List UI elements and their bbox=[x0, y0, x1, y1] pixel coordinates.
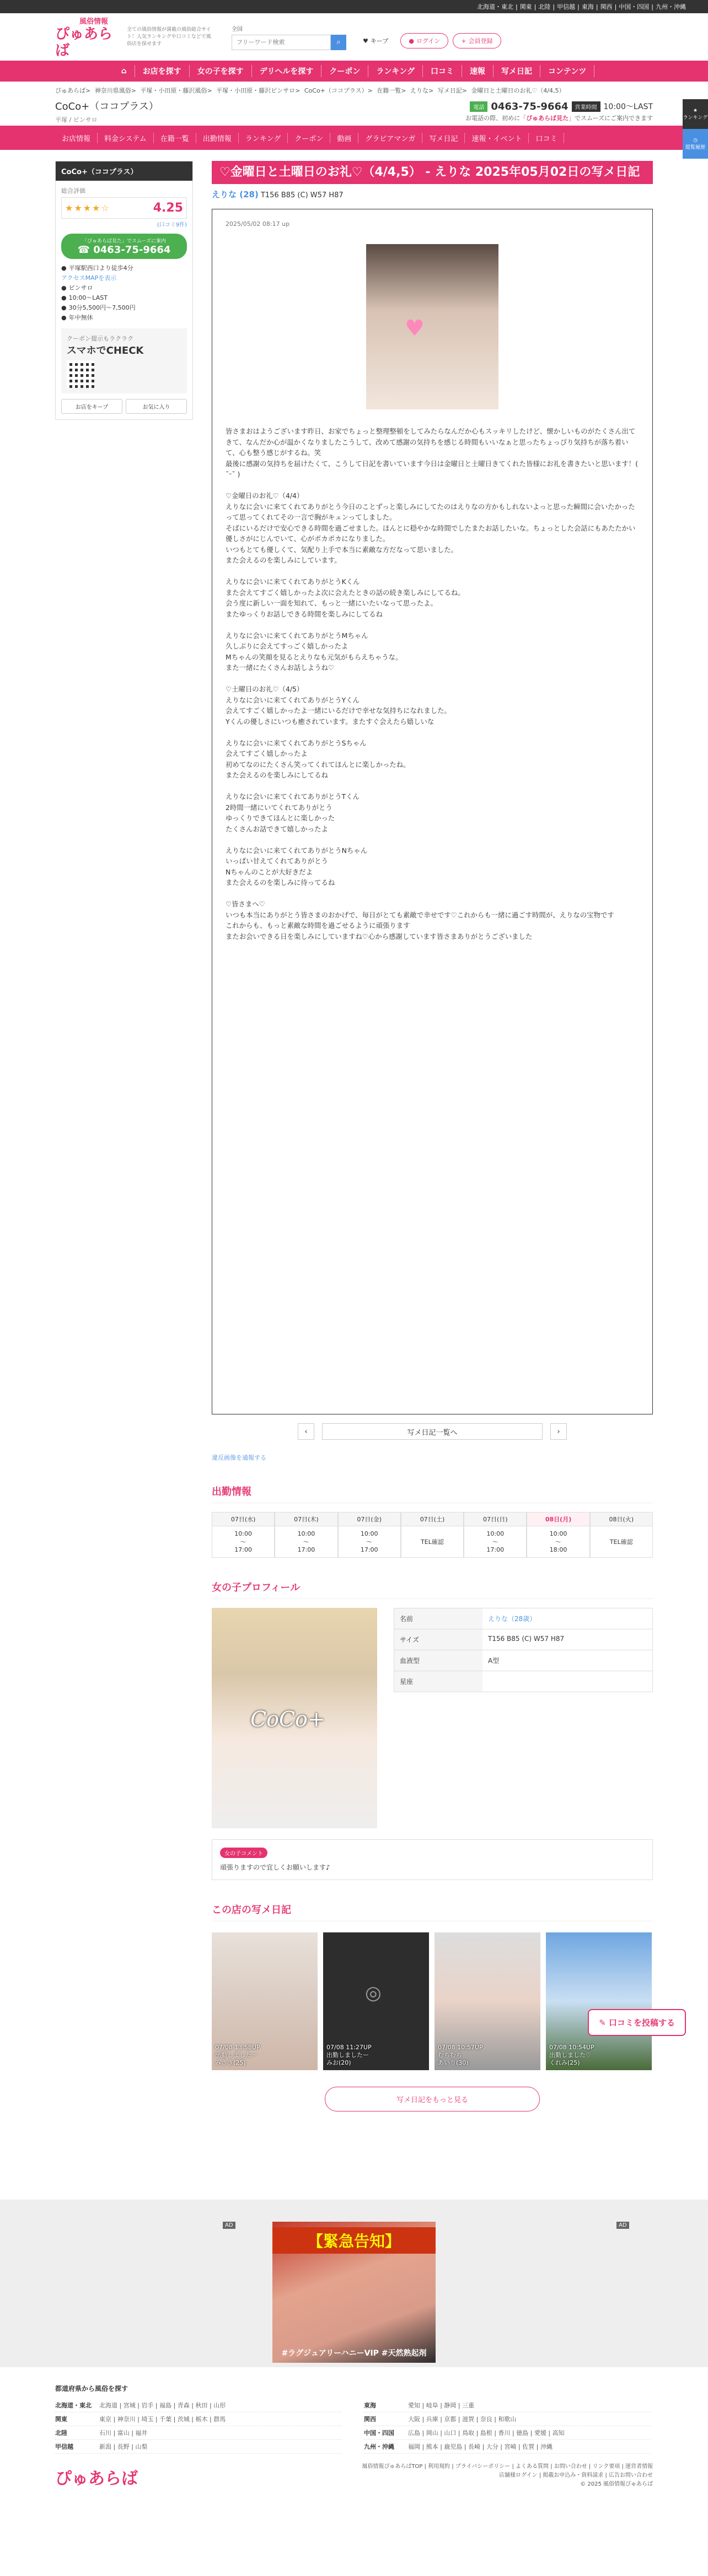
home-icon[interactable]: ⌂ bbox=[114, 65, 135, 77]
subnav-item[interactable]: 在籍一覧 bbox=[154, 133, 196, 143]
search-input[interactable] bbox=[232, 35, 331, 50]
stars-icon: ★★★★☆ bbox=[65, 203, 110, 213]
profile-row: サイズ T156 B85 (C) W57 H87 bbox=[394, 1629, 653, 1650]
subnav-item[interactable]: グラビアマンガ bbox=[358, 133, 422, 143]
user-icon: ● bbox=[409, 37, 414, 45]
heart-icon: ♥ bbox=[363, 37, 368, 45]
schedule-title: 出勤情報 bbox=[212, 1484, 653, 1503]
breadcrumb-item[interactable]: 神奈川県風俗 bbox=[94, 87, 131, 94]
girl-comment bbox=[212, 1839, 653, 1880]
footer-title: 都道府県から風俗を探す bbox=[55, 2385, 128, 2393]
schedule-day: 07日(日) 10:00 〜 17:00 bbox=[464, 1512, 527, 1558]
shop-logo-watermark: CoCo+ bbox=[250, 1707, 325, 1731]
diary-list-button[interactable]: 写メ日記一覧へ bbox=[322, 1423, 543, 1440]
prev-post-button[interactable]: ‹ bbox=[298, 1423, 314, 1440]
subnav-item[interactable]: お店情報 bbox=[55, 133, 98, 143]
footer-region-row: 北陸 石川 | 富山 | 福井 bbox=[55, 2426, 342, 2440]
sidebar-tel-button[interactable]: 「ぴゅあらば見た」でスムーズに案内 ☎ 0463-75-9664 bbox=[61, 234, 187, 259]
clock-icon: ● bbox=[61, 294, 67, 301]
shop-bar bbox=[0, 97, 708, 126]
profile-title: 女の子プロフィール bbox=[212, 1580, 653, 1599]
breadcrumb: ぴゅあらば> 神奈川県風俗> 平塚・小田原・藤沢風俗> 平塚・小田原・藤沢ピンサロ> CoCo+（ココプラス）> 在籍一覧> えりな> 写メ日記> 金曜日と土曜日のお礼♡（4/4,5） bbox=[55, 87, 565, 94]
footer-logo[interactable]: ぴゅあらば bbox=[55, 2469, 138, 2488]
subnav-item[interactable]: クーポン bbox=[288, 133, 330, 143]
subnav-item[interactable]: 出勤情報 bbox=[196, 133, 239, 143]
breadcrumb-item[interactable]: ぴゅあらば bbox=[55, 87, 85, 94]
breadcrumb-item[interactable]: CoCo+（ココプラス） bbox=[304, 87, 368, 94]
nav-item[interactable]: コンテンツ bbox=[540, 65, 594, 77]
shop-subnav bbox=[0, 126, 708, 150]
site-header bbox=[0, 13, 708, 61]
photos-title: この店の写メ日記 bbox=[212, 1902, 653, 1921]
nav-item[interactable]: 速報 bbox=[462, 65, 494, 77]
top-region-strip: 北海道・東北 | 関東 | 北陸 | 甲信越 | 東海 | 関西 | 中国・四国 | 九州・沖縄 bbox=[0, 0, 708, 13]
calendar-icon: ● bbox=[61, 314, 67, 321]
region-link[interactable]: 関西 bbox=[600, 3, 613, 10]
rating-label: 総合評価 bbox=[61, 187, 85, 195]
next-post-button[interactable]: › bbox=[550, 1423, 567, 1440]
nav-item[interactable]: 女の子を探す bbox=[190, 65, 252, 77]
profile-section bbox=[212, 1608, 653, 1828]
shop-fav-button[interactable]: お気に入り bbox=[126, 399, 187, 414]
breadcrumb-item[interactable]: 平塚・小田原・藤沢風俗 bbox=[140, 87, 207, 94]
comment-text: 頑張りますので宜しくお願いします♪ bbox=[220, 1864, 330, 1871]
camera-icon: ◎ bbox=[365, 1982, 382, 2004]
schedule-table bbox=[212, 1512, 653, 1558]
register-button[interactable]: + 会員登録 bbox=[453, 33, 501, 48]
review-count[interactable]: (口コミ9件) bbox=[157, 222, 187, 228]
region-link[interactable]: 北陸 bbox=[538, 3, 551, 10]
profile-row: 星座 bbox=[394, 1671, 653, 1692]
tag-icon: ● bbox=[61, 284, 67, 291]
subnav-item[interactable]: 写メ日記 bbox=[422, 133, 465, 143]
access-map-link[interactable]: アクセスMAPを表示 bbox=[61, 274, 117, 282]
sidebar-shop-name: CoCo+（ココプラス） bbox=[56, 161, 192, 181]
schedule-day: 08日(月) 10:00 〜 18:00 bbox=[527, 1512, 589, 1558]
nav-item[interactable]: ランキング bbox=[368, 65, 423, 77]
left-sidebar bbox=[55, 161, 193, 2111]
search-area bbox=[232, 24, 346, 50]
author-name-link[interactable]: えりな (28) bbox=[212, 190, 259, 199]
keep-button[interactable]: ♥ キープ bbox=[363, 37, 389, 45]
ad-label: AD bbox=[616, 2222, 629, 2229]
post-box bbox=[212, 209, 653, 1414]
region-link[interactable]: 九州・沖縄 bbox=[656, 3, 686, 10]
subnav-item[interactable]: 料金システム bbox=[98, 133, 154, 143]
post-author bbox=[212, 188, 653, 200]
footer-region-row: 関西 大阪 | 兵庫 | 京都 | 滋賀 | 奈良 | 和歌山 bbox=[364, 2412, 651, 2426]
login-button[interactable]: ● ログイン bbox=[400, 33, 448, 48]
schedule-day: 07日(水) 10:00 〜 17:00 bbox=[212, 1512, 275, 1558]
shop-info: ● 平塚駅西口より徒歩4分 アクセスMAPを表示 ● ピンサロ ● 10:00〜LAST ● 30分5,500円〜7,500円 ● 年中無休 bbox=[61, 263, 187, 323]
shop-name: CoCo+（ココプラス） bbox=[55, 101, 159, 112]
profile-row: 名前 えりな（28歳） bbox=[394, 1608, 653, 1629]
region-link[interactable]: 甲信越 bbox=[557, 3, 576, 10]
footer bbox=[0, 2367, 708, 2489]
comment-label: 女の子コメント bbox=[220, 1848, 267, 1858]
heart-sticker-icon: ♥ bbox=[405, 316, 425, 341]
rating-value: 4.25 bbox=[153, 201, 183, 215]
breadcrumb-item[interactable]: えりな bbox=[410, 87, 429, 94]
nav-item[interactable]: お店を探す bbox=[135, 65, 190, 77]
ad-banner-area bbox=[0, 2200, 708, 2367]
nav-item[interactable]: クーポン bbox=[321, 65, 368, 77]
footer-links-2[interactable]: 店舗様ログイン | 掲載お申込み・資料請求 | 広告お問い合わせ bbox=[499, 2472, 653, 2478]
photo-card[interactable]: 07/08 10:54UP 出勤しました♡ くれみ(25) bbox=[546, 1932, 652, 2070]
phone-icon: ☎ bbox=[77, 244, 94, 256]
schedule-day: 07日(土) TEL確認 bbox=[401, 1512, 464, 1558]
photo-list bbox=[212, 1932, 653, 2070]
yen-icon: ● bbox=[61, 304, 67, 311]
plus-icon: + bbox=[461, 37, 466, 45]
qr-code-icon bbox=[67, 360, 94, 388]
post-review-button[interactable]: ✎ 口コミを投稿する bbox=[588, 2009, 686, 2036]
hours-tag: 営業時間 bbox=[572, 101, 600, 112]
region-link[interactable]: 北海道・東北 bbox=[476, 3, 513, 10]
qr-box: クーポン提示もラクラク スマホでCHECK bbox=[61, 328, 187, 393]
subnav-item[interactable]: 動画 bbox=[330, 133, 358, 143]
footer-region-row: 九州・沖縄 福岡 | 熊本 | 鹿児島 | 長崎 | 大分 | 宮崎 | 佐賀 | 沖縄 bbox=[364, 2440, 651, 2454]
footer-region-row: 北海道・東北 北海道 | 宮城 | 岩手 | 福島 | 青森 | 秋田 | 山形 bbox=[55, 2399, 342, 2412]
main-container bbox=[0, 161, 708, 2111]
breadcrumb-item[interactable]: 在籍一覧 bbox=[377, 87, 401, 94]
photo-card[interactable]: ◎ 07/08 11:27UP 出勤しましたー みお(20) bbox=[323, 1932, 429, 2070]
ad-banner[interactable]: 【緊急告知】 #ラグジュアリーハニーVIP #天然熟起剤 bbox=[272, 2222, 436, 2363]
subnav-item[interactable]: 速報・イベント bbox=[465, 133, 529, 143]
tagline: 全ての風俗情報が満載の風俗総合サイト！人気ランキングや口コミなどで風俗店を探せます bbox=[127, 26, 211, 47]
side-float bbox=[683, 99, 708, 159]
region-link[interactable]: 東海 bbox=[581, 3, 594, 10]
footer-region-row: 甲信越 新潟 | 長野 | 山梨 bbox=[55, 2440, 342, 2454]
footer-region-row: 東海 愛知 | 岐阜 | 静岡 | 三重 bbox=[364, 2399, 651, 2412]
shop-call-message: お電話の際、初めに「ぴゅあらば見た」でスムーズにご案内できます bbox=[465, 114, 653, 122]
site-logo[interactable] bbox=[55, 15, 116, 59]
chat-icon: ✎ bbox=[599, 2018, 609, 2028]
shop-keep-button[interactable]: お店をキープ bbox=[61, 399, 122, 414]
clock-icon: ◷ bbox=[693, 137, 698, 143]
copyright: © 2025 風俗情報ぴゅあらば bbox=[580, 2481, 653, 2487]
footer-region-row: 中国・四国 広島 | 岡山 | 山口 | 鳥取 | 島根 | 香川 | 徳島 | 愛媛 | 高知 bbox=[364, 2426, 651, 2440]
shop-hours: 10:00〜LAST bbox=[603, 102, 653, 111]
main-nav bbox=[0, 61, 708, 82]
profile-image[interactable] bbox=[212, 1608, 377, 1828]
post-body: 皆さまおはようございます昨日、お家でちょっと整理整頓をしてみたらなんだか心もスッキリしたけど、懐かしいものがたくさん出てきて、なんだか心が温かくなりましたこうして、改めて感謝の気持ちを感じる時間もいいなぁと思ったちょっぴり気持ちが落ち着いて、心も整う感じがするね。笑 最後に感謝の気持ちを届けたくて、こうして日記を書いています今日は金曜日と土曜日きてくれた皆様にお礼を書きたいと思います！( ˘ᵕ˘ ) ♡金曜日のお礼♡（4/4） えりなに会いに来てくれてありがとう今日のことずっと楽しみにしてたのはえりなの方かもしれないよっと思った瞬間に会いたかったって思ってくれてその一言で胸がキュンってしました。 そばにいるだけで安心できる時間を過ごせました。ほんとに穏やかな時間でしたまたお話したいな。ちょっとした会話にもあたたかい優しさがにじんでいて、心がポカポカになりました。 いつもとても優しくて、気配り上手で本当に素敵な方だなって思いました。 また会えるのを楽しみにしています。 えりなに会いに来てくれてありがとうKくん また会えてすごく嬉しかったよ次に会えたときの話の続き楽しみにしてるね。 会う度に新しい一面を知れて、もっと一緒にいたいなって思ったよ。 またゆっくりお話しできる時間を楽しみにしてるね えりなに会いに来てくれてありがとうMちゃん 久しぶりに会えてすっごく嬉しかったよ Mちゃんの笑顔を見るとえりなも元気がもらえちゃうな。 また一緒にたくさんお話しようね♡ ♡土曜日のお礼♡（4/5） えりなに会いに来てくれてありがとうYくん 会えてすごく嬉しかったよ一緒にいるだけで幸せな気持ちになれました。 Yくんの優しさにいつも癒されています。またすぐ会えたら嬉しいな えりなに会いに来てくれてありがとうSちゃん 会えてすごく嬉しかったよ 初めてなのにたくさん笑ってくれてほんとに楽しかったね。 また会えるのを楽しみにしてるね えりなに会いに来てくれてありがとうTくん 2時間一緒にいてくれてありがとう ゆっくりできてほんとに楽しかった たくさんお話できて嬉しかったよ えりなに会いに来てくれてありがとうNちゃん いっぱい甘えてくれてありがとう Nちゃんのことが大好きだよ また会えるのを楽しみに待ってるね ♡皆さまへ♡ いつも本当にありがとう皆さまのおかげで、毎日がとても素敵で幸せです♡これからも一緒に過ごす時間が、えりなの宝物です これからも、もっと素敵な時間を過ごせるように頑張ります またお会いできる日を楽しみにしていますね♡心から感謝しています皆さまありがとうございました bbox=[226, 427, 639, 941]
breadcrumb-item[interactable]: 写メ日記 bbox=[437, 87, 462, 94]
shop-tel[interactable]: 0463-75-9664 bbox=[491, 100, 568, 112]
footer-links[interactable]: 風俗情報ぴゅあらばTOP | 利用規約 | プライバシーポリシー | よくある質問 | お問い合わせ | リンク要項 | 運営者情報 bbox=[362, 2464, 653, 2470]
breadcrumb-current: 金曜日と土曜日のお礼♡（4/4,5） bbox=[471, 87, 565, 94]
main-content bbox=[212, 161, 653, 2111]
profile-table bbox=[394, 1608, 653, 1828]
nav-item[interactable]: 写メ日記 bbox=[494, 65, 540, 77]
subnav-item[interactable]: 口コミ bbox=[529, 133, 564, 143]
more-photos-button[interactable]: 写メ日記をもっと見る bbox=[325, 2087, 540, 2111]
history-float-button[interactable]: ◷ 閲覧履歴 bbox=[683, 129, 708, 159]
region-link[interactable]: 関東 bbox=[519, 3, 532, 10]
pin-icon: ● bbox=[61, 264, 67, 272]
logo-small: 風俗情報 bbox=[79, 17, 109, 26]
footer-region-row: 関東 東京 | 神奈川 | 埼玉 | 千葉 | 茨城 | 栃木 | 群馬 bbox=[55, 2412, 342, 2426]
profile-row: 血液型 A型 bbox=[394, 1650, 653, 1671]
report-link[interactable]: 違反画像を通報する bbox=[212, 1454, 266, 1461]
nav-item[interactable]: 口コミ bbox=[423, 65, 462, 77]
photo-card[interactable]: 07/08 10:57UP むちむち あいり(30) bbox=[435, 1932, 540, 2070]
post-title: ♡金曜日と土曜日のお礼♡（4/4,5） - えりな 2025年05月02日の写メ日記 bbox=[212, 161, 653, 184]
subnav-item[interactable]: ランキング bbox=[239, 133, 288, 143]
crown-icon: ★ bbox=[693, 107, 698, 114]
search-icon[interactable]: ⌕ bbox=[331, 35, 346, 50]
ranking-float-button[interactable]: ★ ランキング bbox=[683, 99, 708, 129]
breadcrumb-item[interactable]: 平塚・小田原・藤沢ピンサロ bbox=[216, 87, 296, 94]
tel-tag: 電話 bbox=[470, 101, 487, 112]
logo-big: ぴゅあらば bbox=[55, 25, 113, 59]
schedule-day: 07日(金) 10:00 〜 17:00 bbox=[338, 1512, 401, 1558]
photo-card[interactable]: 07/08 13:58UP 出勤しました〜 みさき(25) bbox=[212, 1932, 318, 2070]
search-area-label[interactable]: 全国 bbox=[232, 26, 243, 33]
schedule-day: 08日(火) TEL確認 bbox=[590, 1512, 653, 1558]
region-link[interactable]: 中国・四国 bbox=[619, 3, 650, 10]
schedule-day: 07日(木) 10:00 〜 17:00 bbox=[275, 1512, 337, 1558]
ad-label: AD bbox=[223, 2222, 235, 2229]
post-time: 2025/05/02 08:17 up bbox=[226, 220, 290, 228]
shop-sub: 平塚 / ピンサロ bbox=[55, 116, 98, 123]
post-image bbox=[366, 244, 498, 409]
post-pager bbox=[212, 1423, 653, 1440]
nav-item[interactable]: デリヘルを探す bbox=[252, 65, 322, 77]
rating-box bbox=[61, 197, 187, 219]
author-spec: T156 B85 (C) W57 H87 bbox=[260, 191, 344, 199]
